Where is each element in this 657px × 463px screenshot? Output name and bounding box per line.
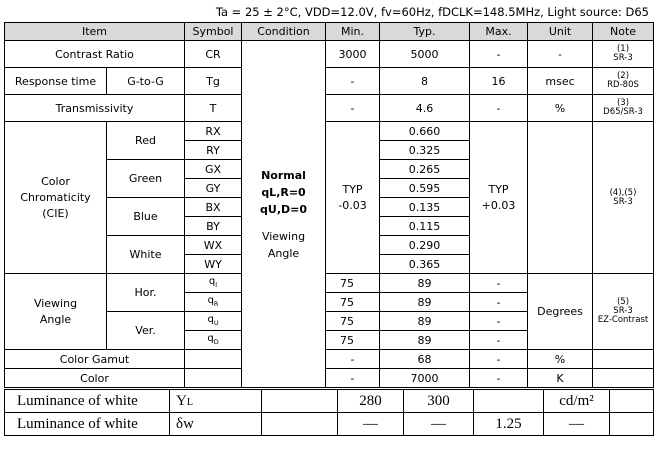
- color-max: -: [470, 369, 528, 388]
- viewing-symbol-r: $q_R$: [185, 293, 242, 312]
- viewing-min-l: 75: [326, 274, 380, 293]
- typ-rx: 0.660: [380, 122, 470, 141]
- gamut-min: -: [326, 350, 380, 369]
- header-typ: Typ.: [380, 23, 470, 41]
- luminance-min: 280: [338, 390, 404, 413]
- response-typ: 8: [380, 68, 470, 95]
- uniformity-symbol: δw: [170, 413, 262, 436]
- transmissivity-max: -: [470, 95, 528, 122]
- table-row: [5, 390, 654, 413]
- viewing-min-u: 75: [326, 312, 380, 331]
- symbol-by: BY: [185, 217, 242, 236]
- contrast-typ: 5000: [380, 41, 470, 68]
- viewing-symbol-u: $q_U$: [185, 312, 242, 331]
- viewing-ver: Ver.: [107, 312, 185, 350]
- uniformity-label: Luminance of white: [5, 413, 170, 436]
- viewing-min-r: 75: [326, 293, 380, 312]
- symbol-bx: BX: [185, 198, 242, 217]
- chromaticity-min: TYP -0.03: [326, 122, 380, 274]
- condition-normal: Normal qL,R=0 qU,D=0 Viewing Angle: [242, 41, 326, 388]
- symbol-wx: WX: [185, 236, 242, 255]
- response-max: 16: [470, 68, 528, 95]
- test-condition-line: Ta = 25 ± 2°C, VDD=12.0V, fv=60Hz, fDCLK=148.5MHz, Light source: D65: [215, 5, 649, 19]
- color-note: [593, 369, 654, 388]
- chromaticity-unit: [528, 122, 593, 274]
- contrast-max: -: [470, 41, 528, 68]
- chromaticity-max: TYP +0.03: [470, 122, 528, 274]
- table-row: [5, 95, 654, 122]
- viewing-hor: Hor.: [107, 274, 185, 312]
- uniformity-typ: —: [404, 413, 474, 436]
- typ-wy: 0.365: [380, 255, 470, 274]
- table-row: [5, 122, 654, 141]
- header-item: Item: [5, 23, 185, 41]
- viewing-typ-d: 89: [380, 331, 470, 350]
- color-symbol: [185, 369, 242, 388]
- gamut-unit: %: [528, 350, 593, 369]
- gamut-symbol: [185, 350, 242, 369]
- table-row: [5, 68, 654, 95]
- luminance-max: [474, 390, 544, 413]
- gamut-note: [593, 350, 654, 369]
- response-item: Response time: [5, 68, 107, 95]
- symbol-ry: RY: [185, 141, 242, 160]
- uniformity-max: 1.25: [474, 413, 544, 436]
- color-green: Green: [107, 160, 185, 198]
- typ-gy: 0.595: [380, 179, 470, 198]
- optical-spec-table: [4, 22, 654, 388]
- viewing-max-r: -: [470, 293, 528, 312]
- color-typ: 7000: [380, 369, 470, 388]
- chromaticity-note: (4),(5) SR-3: [593, 122, 654, 274]
- luminance-cond: [262, 390, 338, 413]
- viewing-symbol-d: $q_D$: [185, 331, 242, 350]
- header-max: Max.: [470, 23, 528, 41]
- viewing-typ-r: 89: [380, 293, 470, 312]
- header-note: Note: [593, 23, 654, 41]
- table-row: [5, 413, 654, 436]
- transmissivity-note: (3) D65/SR-3: [593, 95, 654, 122]
- color-unit: K: [528, 369, 593, 388]
- transmissivity-unit: %: [528, 95, 593, 122]
- table-row: [5, 350, 654, 369]
- uniformity-note: [610, 413, 654, 436]
- luminance-unit: cd/m²: [544, 390, 610, 413]
- viewing-max-l: -: [470, 274, 528, 293]
- spec-sheet: [4, 2, 653, 436]
- typ-wx: 0.290: [380, 236, 470, 255]
- color-white: White: [107, 236, 185, 274]
- response-note: (2) RD-80S: [593, 68, 654, 95]
- typ-ry: 0.325: [380, 141, 470, 160]
- contrast-note: (1) SR-3: [593, 41, 654, 68]
- response-sub: G-to-G: [107, 68, 185, 95]
- typ-by: 0.115: [380, 217, 470, 236]
- viewing-note: (5) SR-3 EZ-Contrast: [593, 274, 654, 350]
- contrast-symbol: CR: [185, 41, 242, 68]
- header-unit: Unit: [528, 23, 593, 41]
- luminance-symbol: YL: [170, 390, 262, 413]
- contrast-min: 3000: [326, 41, 380, 68]
- gamut-item: Color Gamut: [5, 350, 185, 369]
- viewing-item: Viewing Angle: [5, 274, 107, 350]
- color-blue: Blue: [107, 198, 185, 236]
- luminance-note: [610, 390, 654, 413]
- viewing-typ-u: 89: [380, 312, 470, 331]
- header-min: Min.: [326, 23, 380, 41]
- viewing-typ-l: 89: [380, 274, 470, 293]
- luminance-typ: 300: [404, 390, 474, 413]
- table-row: [5, 41, 654, 68]
- header-symbol: Symbol: [185, 23, 242, 41]
- typ-bx: 0.135: [380, 198, 470, 217]
- contrast-unit: -: [528, 41, 593, 68]
- viewing-min-d: 75: [326, 331, 380, 350]
- transmissivity-item: Transmissivity: [5, 95, 185, 122]
- viewing-max-u: -: [470, 312, 528, 331]
- chromaticity-item: Color Chromaticity (CIE): [5, 122, 107, 274]
- typ-gx: 0.265: [380, 160, 470, 179]
- symbol-gy: GY: [185, 179, 242, 198]
- viewing-symbol-l: $q_l$: [185, 274, 242, 293]
- luminance-table: [4, 389, 654, 436]
- transmissivity-typ: 4.6: [380, 95, 470, 122]
- response-unit: msec: [528, 68, 593, 95]
- color-item: Color: [5, 369, 185, 388]
- luminance-label: Luminance of white: [5, 390, 170, 413]
- symbol-wy: WY: [185, 255, 242, 274]
- contrast-item: Contrast Ratio: [5, 41, 185, 68]
- color-min: -: [326, 369, 380, 388]
- response-symbol: Tg: [185, 68, 242, 95]
- table-row: [5, 369, 654, 388]
- transmissivity-min: -: [326, 95, 380, 122]
- header-row: [5, 23, 654, 41]
- viewing-unit: Degrees: [528, 274, 593, 350]
- header-condition: Condition: [242, 23, 326, 41]
- gamut-max: -: [470, 350, 528, 369]
- color-red: Red: [107, 122, 185, 160]
- viewing-max-d: -: [470, 331, 528, 350]
- uniformity-unit: —: [544, 413, 610, 436]
- symbol-gx: GX: [185, 160, 242, 179]
- transmissivity-symbol: T: [185, 95, 242, 122]
- uniformity-min: —: [338, 413, 404, 436]
- uniformity-cond: [262, 413, 338, 436]
- gamut-typ: 68: [380, 350, 470, 369]
- response-min: -: [326, 68, 380, 95]
- symbol-rx: RX: [185, 122, 242, 141]
- table-row: [5, 274, 654, 293]
